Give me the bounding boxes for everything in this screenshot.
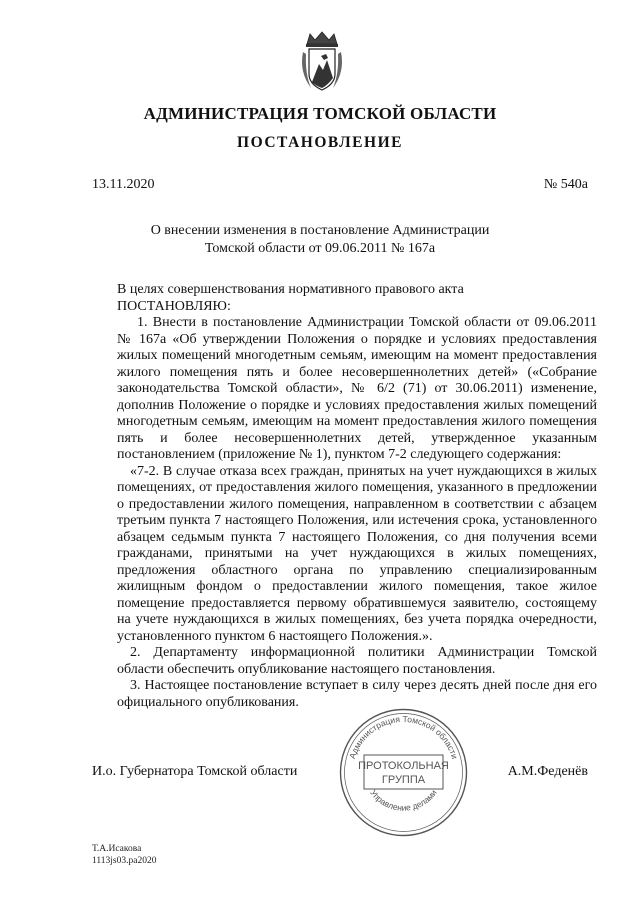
paragraph-2: 2. Департаменту информационной политики Администрации Томской области обеспечить опубликование настоящего постановления. bbox=[117, 645, 597, 677]
paragraph-3: 3. Настоящее постановление вступает в силу через десять дней после дня его официального опубликования. bbox=[117, 678, 597, 710]
signatory-name: А.М.Феденёв bbox=[507, 764, 588, 779]
stamp-inner-line: ПРОТОКОЛЬНАЯ bbox=[358, 760, 449, 772]
decree-word: ПОСТАНОВЛЯЮ: bbox=[117, 298, 231, 314]
preamble: В целях совершенствования нормативного правового акта bbox=[117, 282, 464, 297]
footer-block bbox=[92, 843, 156, 867]
signatory-position: И.о. Губернатора Томской области bbox=[92, 764, 298, 779]
stamp-outer-text: Администрация Томской области bbox=[347, 713, 460, 760]
executor-name: Т.А.Исакова bbox=[92, 844, 142, 854]
document-subject bbox=[0, 222, 640, 258]
protocol-stamp bbox=[336, 705, 471, 840]
paragraph-1: 1. Внести в постановление Администрации Томской области от 09.06.2011 № 167а «Об утверждении Положения о порядке и условиях предоставления жилых помещений многодетным семьям, имеющим на момент предоставления жилого помещения пять и более несовершеннолетних детей» («Собрание законодательства Томской области», № 6/2 (71) от 30.06.2011) изменение, дополнив Положение о порядке и условиях предоставления жилых помещений многодетным семьям, имеющим на момент предоставления жилого помещения пять и более несовершеннолетних детей, утвержденное указанным постановлением (приложение № 1), пунктом 7-2 следующего содержания: bbox=[117, 315, 597, 462]
stamp-bottom-text: Управление делами bbox=[368, 787, 439, 813]
document-type: ПОСТАНОВЛЕНИЕ bbox=[237, 134, 403, 151]
document-date: 13.11.2020 bbox=[92, 177, 155, 192]
subject-line: О внесении изменения в постановление Администрации bbox=[150, 223, 490, 238]
document-body bbox=[117, 282, 597, 711]
quoted-clause: «7-2. В случае отказа всех граждан, принятых на учет нуждающихся в жилых помещениях, от предоставления жилого помещения, указанного в предложении о предоставлении жилого помещения, направленном в соответствии с абзацем третьим пункта 7 настоящего Положения, или истечения срока, установленного абзацем седьмым пункта 7 настоящего Положения, со дня получения всеми гражданами, принятыми на учет нуждающихся в жилых помещениях, предложения областного органа по управлению специализированным жилищным фондом о предоставлении жилого помещения, такое жилое помещение предоставляется первому обратившемуся заявителю, состоящему на учете нуждающихся в жилых помещениях, без учета порядка очередности, установленного пунктом 6 настоящего Положения.». bbox=[117, 463, 597, 644]
subject-line: Томской области от 09.06.2011 № 167а bbox=[204, 241, 436, 256]
document-number: № 540а bbox=[543, 177, 588, 192]
stamp-inner-line: ГРУППА bbox=[381, 774, 426, 786]
file-code: 1113js03.ра2020 bbox=[92, 856, 157, 866]
tomsk-coat-of-arms-icon bbox=[297, 30, 347, 94]
organization-title: АДМИНИСТРАЦИЯ ТОМСКОЙ ОБЛАСТИ bbox=[143, 104, 497, 123]
